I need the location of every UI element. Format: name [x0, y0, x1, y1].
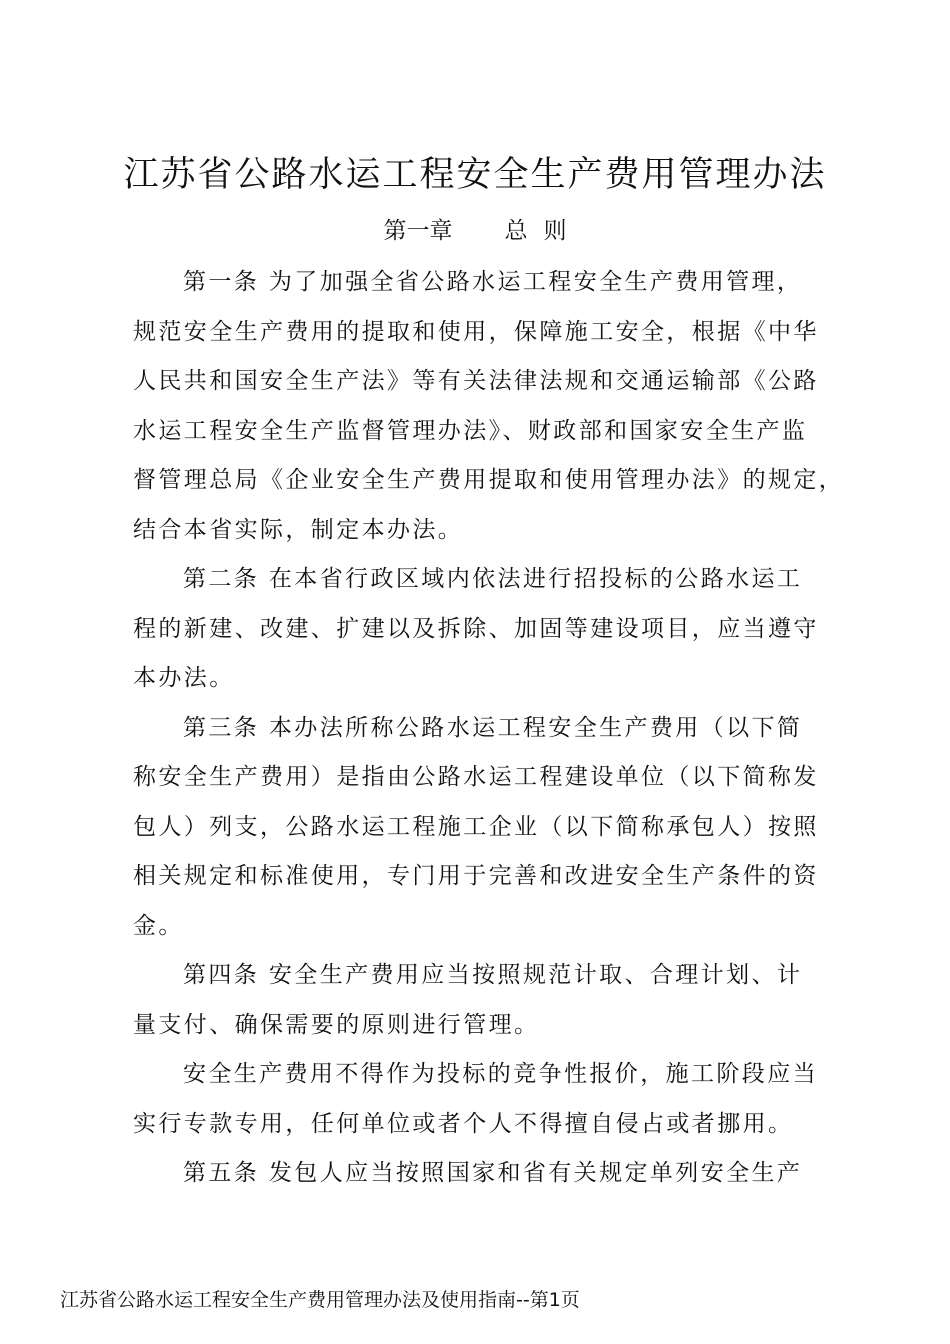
article-1-line-1: 第一条 为了加强全省公路水运工程安全生产费用管理，: [183, 269, 803, 295]
article-5-line-1: 第五条 发包人应当按照国家和省有关规定单列安全生产: [183, 1160, 803, 1186]
article-3-line-2: 称安全生产费用）是指由公路水运工程建设单位（以下简称发: [133, 764, 819, 790]
article-4-line-2: 量支付、确保需要的原则进行管理。: [133, 1011, 540, 1038]
article-1-line-5: 督管理总局《企业安全生产费用提取和使用管理办法》的规定，: [133, 467, 845, 493]
article-3-line-5: 金。: [133, 912, 184, 939]
document-body: [133, 258, 845, 1199]
article-1-line-6: 结合本省实际，制定本办法。: [133, 516, 464, 543]
page-footer: 江苏省公路水运工程安全生产费用管理办法及使用指南--第1页: [60, 1289, 580, 1311]
document-title: 江苏省公路水运工程安全生产费用管理办法: [123, 155, 827, 195]
chapter-heading: [0, 211, 950, 251]
article-1-line-4: 水运工程安全生产监督管理办法》、财政部和国家安全生产监: [133, 417, 808, 444]
article-3-line-3: 包人）列支，公路水运工程施工企业（以下简称承包人）按照: [133, 813, 819, 840]
article-3-line-1: 第三条 本办法所称公路水运工程安全生产费用（以下简: [183, 714, 803, 741]
article-4-para-2-line-1: 安全生产费用不得作为投标的竞争性报价，施工阶段应当: [183, 1061, 818, 1087]
article-2-line-1: 第二条 在本省行政区域内依法进行招投标的公路水运工: [183, 566, 803, 592]
article-4-para-2-line-2: 实行专款专用，任何单位或者个人不得擅自侵占或者挪用。: [133, 1110, 794, 1137]
article-1-line-3: 人民共和国安全生产法》等有关法律法规和交通运输部《公路: [133, 368, 819, 394]
article-3-line-4: 相关规定和标准使用，专门用于完善和改进安全生产条件的资: [133, 863, 819, 889]
chapter-number: 第一章: [383, 218, 453, 244]
chapter-title-char-1: 总: [504, 218, 528, 244]
article-2-line-2: 程的新建、改建、扩建以及拆除、加固等建设项目，应当遵守: [133, 615, 819, 642]
chapter-title-char-2: 则: [543, 218, 567, 244]
article-2-line-3: 本办法。: [133, 665, 235, 691]
article-4-line-1: 第四条 安全生产费用应当按照规范计取、合理计划、计: [183, 962, 803, 988]
article-1-line-2: 规范安全生产费用的提取和使用，保障施工安全，根据《中华: [133, 318, 819, 345]
